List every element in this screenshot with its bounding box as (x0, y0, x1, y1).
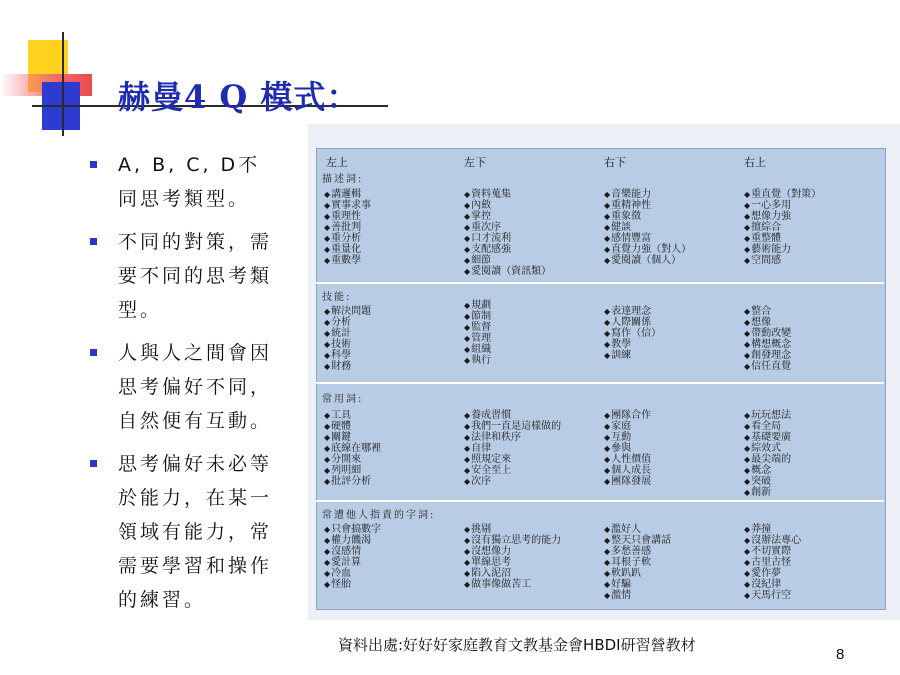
table-cell-item: ◆ 訓練 (604, 350, 661, 361)
table-cell-item: ◆ 玩玩想法 (744, 410, 791, 421)
table-cell-item: ◆ 個人成長 (604, 465, 651, 476)
page-number: 8 (836, 646, 845, 663)
table-cell-item: ◆ 解決問題 (324, 306, 371, 317)
header-upper-right: 右上 (744, 156, 766, 169)
table-cell-item: ◆ 帶動改變 (744, 328, 791, 339)
table-cell-item: ◆ 養成習慣 (464, 410, 561, 421)
table-cell-item: ◆ 好騙 (604, 579, 671, 590)
table-cell-item: ◆ 感情豐富 (604, 233, 691, 244)
table-cell-item: ◆ 細節 (464, 255, 551, 266)
table-cell-item: ◆ 綜效式 (744, 443, 791, 454)
table-cell-item: ◆ 掌控 (464, 211, 551, 222)
table-cell-item: ◆ 突破 (744, 476, 791, 487)
section-divider (316, 500, 884, 502)
table-cell-item: ◆ 想像 (744, 317, 791, 328)
table-cell-item: ◆ 重分析 (324, 233, 371, 244)
table-cell-item: ◆ 照規定來 (464, 454, 561, 465)
table-cell-item: ◆ 重直覺（對策） (744, 189, 821, 200)
table-cell-item: ◆ 愛閱讀（個人） (604, 255, 691, 266)
table-cell-item: ◆ 重精神性 (604, 200, 691, 211)
section-divider (316, 282, 884, 284)
table-cell-item: ◆ 天馬行空 (744, 590, 801, 601)
table-cell-item: ◆ 分析 (324, 317, 371, 328)
table-cell-item: ◆ 互動 (604, 432, 651, 443)
table-cell-item: ◆ 分開來 (324, 454, 381, 465)
table-cell-item: ◆ 法律和秩序 (464, 432, 561, 443)
section-2-col-0 (324, 410, 381, 487)
section-1-col-3 (744, 306, 791, 372)
table-cell-item: ◆ 看全局 (744, 421, 791, 432)
table-cell-item: ◆ 多愁善感 (604, 546, 671, 557)
table-cell-item: ◆ 我們一直是這樣做的 (464, 421, 561, 432)
table-cell-item: ◆ 執行 (464, 355, 491, 366)
section-divider (316, 382, 884, 384)
table-cell-item: ◆ 愛計算 (324, 557, 381, 568)
table-cell-item: ◆ 濫好人 (604, 524, 671, 535)
table-cell-item: ◆ 重量化 (324, 244, 371, 255)
slide-title: 赫曼4 Q 模式： (118, 78, 360, 116)
table-cell-item: ◆ 列明細 (324, 465, 381, 476)
header-lower-left: 左下 (464, 156, 486, 169)
table-cell-item: ◆ 軟趴趴 (604, 568, 671, 579)
table-cell-item: ◆ 耳根子軟 (604, 557, 671, 568)
section-0-col-0 (324, 189, 371, 266)
table-cell-item: ◆ 健談 (604, 222, 691, 233)
section-2-col-2 (604, 410, 651, 487)
bullet-square-icon (90, 161, 97, 168)
table-cell-item: ◆ 表達理念 (604, 306, 661, 317)
table-cell-item: ◆ 重象徵 (604, 211, 691, 222)
table-cell-item: ◆ 音樂能力 (604, 189, 691, 200)
table-cell-item: ◆ 內斂 (464, 200, 551, 211)
table-cell-item: ◆ 愛閱讀（資訊類） (464, 266, 551, 277)
bullet-item: 思考偏好未必等於能力，在某一領域有能力，常需要學習和操作的練習。 (88, 447, 280, 617)
table-cell-item: ◆ 莽撞 (744, 524, 801, 535)
table-cell-item: ◆ 冷血 (324, 568, 381, 579)
table-cell-item: ◆ 統計 (324, 328, 371, 339)
section-label-descriptors: 描述詞: (322, 174, 364, 185)
table-cell-item: ◆ 整合 (744, 306, 791, 317)
table-cell-item: ◆ 批評分析 (324, 476, 381, 487)
table-cell-item: ◆ 擅綜合 (744, 222, 821, 233)
table-cell-item: ◆ 重數學 (324, 255, 371, 266)
source-citation: 資料出處:好好好家庭教育文教基金會HBDI研習營教材 (338, 636, 696, 654)
table-cell-item: ◆ 資料蒐集 (464, 189, 551, 200)
table-cell-item: ◆ 教學 (604, 339, 661, 350)
table-cell-item: ◆ 參與 (604, 443, 651, 454)
table-cell-item: ◆ 整天只會講話 (604, 535, 671, 546)
table-cell-item: ◆ 沒辦法專心 (744, 535, 801, 546)
bullet-square-icon (90, 238, 97, 245)
table-cell-item: ◆ 人際關係 (604, 317, 661, 328)
table-cell-item: ◆ 自律 (464, 443, 561, 454)
table-cell-item: ◆ 藝術能力 (744, 244, 821, 255)
section-1-col-2 (604, 306, 661, 361)
table-cell-item: ◆ 善批判 (324, 222, 371, 233)
table-cell-item: ◆ 技術 (324, 339, 371, 350)
header-upper-left: 左上 (326, 156, 348, 169)
table-cell-item: ◆ 支配感強 (464, 244, 551, 255)
table-cell-item: ◆ 一心多用 (744, 200, 821, 211)
table-cell-item: ◆ 團隊發展 (604, 476, 651, 487)
section-3-col-1 (464, 524, 561, 590)
bullet-item: A, B, C, D不同思考類型。 (88, 148, 280, 216)
table-cell-item: ◆ 家庭 (604, 421, 651, 432)
table-cell-item: ◆ 愛作夢 (744, 568, 801, 579)
table-cell-item: ◆ 組織 (464, 344, 491, 355)
section-label-common-words: 常用詞: (322, 394, 364, 405)
table-cell-item: ◆ 陷入泥沼 (464, 568, 561, 579)
table-cell-item: ◆ 重理性 (324, 211, 371, 222)
table-cell-item: ◆ 重整體 (744, 233, 821, 244)
section-3-col-2 (604, 524, 671, 601)
table-cell-item: ◆ 概念 (744, 465, 791, 476)
table-cell-item: ◆ 創新 (744, 487, 791, 498)
header-lower-right: 右下 (604, 156, 626, 169)
table-cell-item: ◆ 單線思考 (464, 557, 561, 568)
table-cell-item: ◆ 空間感 (744, 255, 821, 266)
section-2-col-1 (464, 410, 561, 487)
section-1-col-1 (464, 300, 491, 366)
table-cell-item: ◆ 硬體 (324, 421, 381, 432)
table-cell-item: ◆ 挑剔 (464, 524, 561, 535)
table-cell-item: ◆ 工具 (324, 410, 381, 421)
section-2-col-3 (744, 410, 791, 498)
hbdi-quadrant-table (308, 124, 900, 620)
table-cell-item: ◆ 想像力強 (744, 211, 821, 222)
table-cell-item: ◆ 寫作（信） (604, 328, 661, 339)
table-cell-item: ◆ 不切實際 (744, 546, 801, 557)
section-3-col-0 (324, 524, 381, 590)
section-3-col-3 (744, 524, 801, 601)
section-1-col-0 (324, 306, 371, 372)
table-cell-item: ◆ 重次序 (464, 222, 551, 233)
table-cell-item: ◆ 濫情 (604, 590, 671, 601)
table-cell-item: ◆ 管理 (464, 333, 491, 344)
table-cell-item: ◆ 沒想像力 (464, 546, 561, 557)
table-cell-item: ◆ 人性價值 (604, 454, 651, 465)
table-cell-item: ◆ 基礎要廣 (744, 432, 791, 443)
bullet-list (88, 148, 280, 626)
table-cell-item: ◆ 實事求事 (324, 200, 371, 211)
table-cell-item: ◆ 監督 (464, 322, 491, 333)
table-cell-item: ◆ 口才流利 (464, 233, 551, 244)
bullet-item: 不同的對策，需要不同的思考類型。 (88, 225, 280, 327)
table-cell-item: ◆ 沒紀律 (744, 579, 801, 590)
table-cell-item: ◆ 構想概念 (744, 339, 791, 350)
table-cell-item: ◆ 沒有獨立思考的能力 (464, 535, 561, 546)
table-cell-item: ◆ 底線在哪裡 (324, 443, 381, 454)
table-cell-item: ◆ 關鍵 (324, 432, 381, 443)
section-label-skills: 技能: (322, 292, 352, 303)
table-cell-item: ◆ 節制 (464, 311, 491, 322)
table-cell-item: ◆ 沒感情 (324, 546, 381, 557)
section-0-col-1 (464, 189, 551, 277)
table-cell-item: ◆ 規劃 (464, 300, 491, 311)
table-cell-item: ◆ 做事像做苦工 (464, 579, 561, 590)
table-cell-item: ◆ 科學 (324, 350, 371, 361)
table-cell-item: ◆ 團隊合作 (604, 410, 651, 421)
table-cell-item: ◆ 講邏輯 (324, 189, 371, 200)
table-cell-item: ◆ 財務 (324, 361, 371, 372)
table-cell-item: ◆ 怪胎 (324, 579, 381, 590)
table-cell-item: ◆ 次序 (464, 476, 561, 487)
table-cell-item: ◆ 最尖端的 (744, 454, 791, 465)
table-cell-item: ◆ 安全至上 (464, 465, 561, 476)
table-cell-item: ◆ 權力饑渴 (324, 535, 381, 546)
decor-vertical-line (62, 32, 64, 136)
section-0-col-2 (604, 189, 691, 266)
table-cell-item: ◆ 古里古怪 (744, 557, 801, 568)
table-cell-item: ◆ 創發理念 (744, 350, 791, 361)
section-0-col-3 (744, 189, 821, 266)
table-cell-item: ◆ 信任直覺 (744, 361, 791, 372)
table-cell-item: ◆ 直覺力強（對人） (604, 244, 691, 255)
bullet-square-icon (90, 460, 97, 467)
bullet-square-icon (90, 349, 97, 356)
section-label-criticism: 常遭他人指責的字詞: (322, 510, 436, 521)
table-cell-item: ◆ 只會搞數字 (324, 524, 381, 535)
bullet-item: 人與人之間會因思考偏好不同，自然便有互動。 (88, 336, 280, 438)
